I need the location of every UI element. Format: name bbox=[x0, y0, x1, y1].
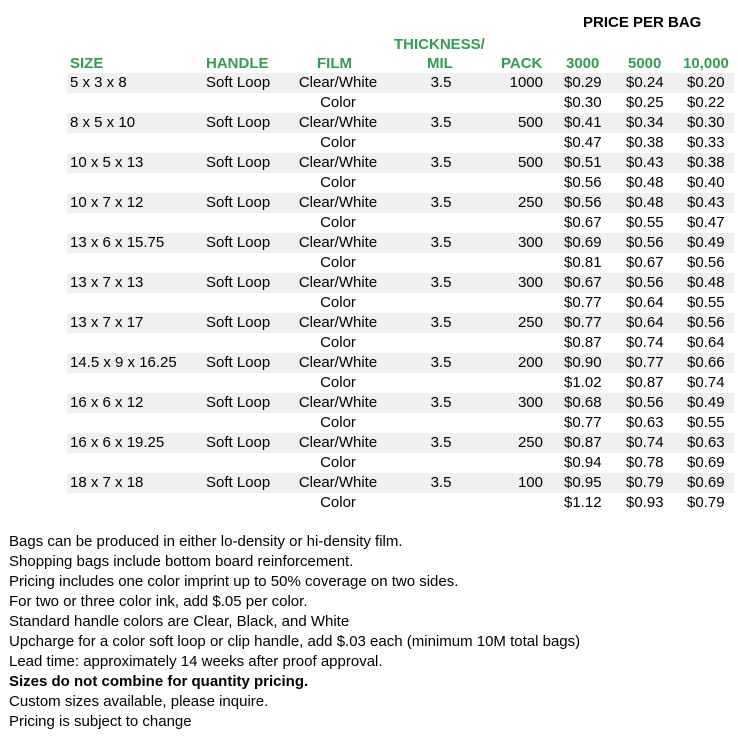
cell-thickness: 3.5 bbox=[430, 314, 452, 331]
cell-price-5000: $0.55 bbox=[626, 214, 664, 231]
header-qty-3000: 3000 bbox=[566, 55, 600, 72]
cell-size: 13 x 6 x 15.75 bbox=[70, 234, 165, 251]
cell-price-5000: $0.64 bbox=[626, 294, 664, 311]
cell-price-5000: $0.93 bbox=[626, 494, 664, 511]
cell-thickness: 3.5 bbox=[430, 194, 452, 211]
cell-film: Color bbox=[320, 214, 356, 231]
cell-film: Color bbox=[320, 174, 356, 191]
cell-thickness bbox=[421, 493, 461, 513]
cell-price-3000: $1.02 bbox=[564, 374, 602, 391]
table-row bbox=[67, 73, 734, 93]
cell-price-10000: $0.63 bbox=[687, 434, 725, 451]
cell-pack bbox=[487, 493, 543, 513]
cell-price-10000: $0.20 bbox=[687, 74, 725, 91]
table-row bbox=[67, 473, 734, 493]
notes-list bbox=[9, 532, 580, 732]
cell-handle: Soft Loop bbox=[206, 394, 271, 411]
cell-film: Clear/White bbox=[298, 394, 378, 411]
cell-price-5000: $0.78 bbox=[626, 454, 664, 471]
note-item: Pricing is subject to change bbox=[9, 713, 192, 730]
cell-thickness bbox=[421, 93, 461, 113]
cell-film: Color bbox=[320, 454, 356, 471]
cell-price-10000: $0.56 bbox=[687, 254, 725, 271]
note-item: Lead time: approximately 14 weeks after proof approval. bbox=[9, 653, 383, 670]
note-item: Bags can be produced in either lo-density or hi-density film. bbox=[9, 533, 403, 550]
cell-pack: 1000 bbox=[509, 74, 543, 91]
cell-price-10000: $0.38 bbox=[687, 154, 725, 171]
header-qty-5000: 5000 bbox=[628, 55, 662, 72]
cell-pack bbox=[487, 413, 543, 433]
cell-thickness bbox=[421, 413, 461, 433]
cell-handle: Soft Loop bbox=[206, 114, 271, 131]
cell-price-3000: $0.67 bbox=[564, 274, 602, 291]
cell-price-3000: $0.87 bbox=[564, 334, 602, 351]
cell-price-5000: $0.43 bbox=[626, 154, 664, 171]
cell-price-3000: $0.77 bbox=[564, 314, 602, 331]
cell-handle: Soft Loop bbox=[206, 354, 271, 371]
cell-size: 13 x 7 x 13 bbox=[70, 274, 144, 291]
cell-price-10000: $0.69 bbox=[687, 474, 725, 491]
cell-price-5000: $0.67 bbox=[626, 254, 664, 271]
table-row bbox=[67, 233, 734, 253]
cell-price-10000: $0.49 bbox=[687, 234, 725, 251]
cell-price-3000: $0.90 bbox=[564, 354, 602, 371]
cell-thickness bbox=[421, 293, 461, 313]
cell-film: Color bbox=[320, 94, 356, 111]
cell-price-5000: $0.48 bbox=[626, 174, 664, 191]
cell-thickness: 3.5 bbox=[430, 434, 452, 451]
cell-thickness: 3.5 bbox=[430, 394, 452, 411]
cell-price-10000: $0.33 bbox=[687, 134, 725, 151]
cell-film: Color bbox=[320, 374, 356, 391]
cell-price-3000: $0.47 bbox=[564, 134, 602, 151]
cell-film: Clear/White bbox=[298, 194, 378, 211]
price-per-bag-title: PRICE PER BAG bbox=[583, 14, 702, 31]
table-row bbox=[67, 93, 734, 113]
cell-pack: 500 bbox=[517, 114, 543, 131]
table-row bbox=[67, 253, 734, 273]
cell-pack bbox=[487, 213, 543, 233]
cell-price-3000: $0.94 bbox=[564, 454, 602, 471]
table-row bbox=[67, 173, 734, 193]
cell-film: Color bbox=[320, 494, 356, 511]
cell-price-10000: $0.49 bbox=[687, 394, 725, 411]
note-item: Shopping bags include bottom board reinforcement. bbox=[9, 553, 354, 570]
cell-handle: Soft Loop bbox=[206, 474, 271, 491]
note-item: Standard handle colors are Clear, Black, and White bbox=[9, 613, 350, 630]
cell-price-10000: $0.66 bbox=[687, 354, 725, 371]
cell-film: Color bbox=[320, 294, 356, 311]
cell-price-10000: $0.69 bbox=[687, 454, 725, 471]
cell-pack: 100 bbox=[517, 474, 543, 491]
cell-film: Color bbox=[320, 254, 356, 271]
cell-size: 16 x 6 x 12 bbox=[70, 394, 144, 411]
cell-handle: Soft Loop bbox=[206, 194, 271, 211]
table-row bbox=[67, 293, 734, 313]
cell-pack: 300 bbox=[517, 274, 543, 291]
cell-thickness bbox=[421, 253, 461, 273]
cell-pack: 300 bbox=[517, 394, 543, 411]
cell-price-3000: $0.77 bbox=[564, 294, 602, 311]
cell-handle: Soft Loop bbox=[206, 314, 271, 331]
cell-thickness: 3.5 bbox=[430, 354, 452, 371]
table-row bbox=[67, 413, 734, 433]
cell-price-10000: $0.47 bbox=[687, 214, 725, 231]
cell-film: Clear/White bbox=[298, 474, 378, 491]
cell-film: Color bbox=[320, 414, 356, 431]
cell-price-3000: $0.51 bbox=[564, 154, 602, 171]
header-pack: PACK bbox=[501, 55, 543, 72]
cell-size: 14.5 x 9 x 16.25 bbox=[70, 354, 177, 371]
cell-price-3000: $0.81 bbox=[564, 254, 602, 271]
cell-film: Clear/White bbox=[298, 74, 378, 91]
cell-film: Color bbox=[320, 334, 356, 351]
cell-thickness bbox=[421, 333, 461, 353]
cell-thickness: 3.5 bbox=[430, 154, 452, 171]
cell-thickness: 3.5 bbox=[430, 234, 452, 251]
table-row bbox=[67, 273, 734, 293]
cell-size: 8 x 5 x 10 bbox=[70, 114, 136, 131]
cell-thickness: 3.5 bbox=[430, 74, 452, 91]
cell-pack bbox=[487, 173, 543, 193]
cell-price-3000: $1.12 bbox=[564, 494, 602, 511]
cell-thickness bbox=[421, 373, 461, 393]
cell-pack bbox=[487, 133, 543, 153]
cell-size: 13 x 7 x 17 bbox=[70, 314, 144, 331]
cell-price-10000: $0.55 bbox=[687, 414, 725, 431]
cell-pack bbox=[487, 333, 543, 353]
cell-pack bbox=[487, 453, 543, 473]
cell-size: 5 x 3 x 8 bbox=[70, 74, 127, 91]
cell-price-5000: $0.79 bbox=[626, 474, 664, 491]
cell-price-10000: $0.55 bbox=[687, 294, 725, 311]
cell-price-5000: $0.48 bbox=[626, 194, 664, 211]
cell-thickness bbox=[421, 133, 461, 153]
table-row bbox=[67, 453, 734, 473]
cell-thickness: 3.5 bbox=[430, 114, 452, 131]
cell-price-10000: $0.56 bbox=[687, 314, 725, 331]
cell-price-3000: $0.67 bbox=[564, 214, 602, 231]
cell-price-10000: $0.43 bbox=[687, 194, 725, 211]
cell-price-5000: $0.38 bbox=[626, 134, 664, 151]
cell-price-3000: $0.69 bbox=[564, 234, 602, 251]
cell-film: Clear/White bbox=[298, 274, 378, 291]
cell-pack bbox=[487, 93, 543, 113]
cell-price-3000: $0.41 bbox=[564, 114, 602, 131]
cell-price-10000: $0.48 bbox=[687, 274, 725, 291]
cell-price-10000: $0.74 bbox=[687, 374, 725, 391]
cell-price-10000: $0.30 bbox=[687, 114, 725, 131]
table-row bbox=[67, 433, 734, 453]
header-size: SIZE bbox=[70, 55, 104, 72]
cell-handle: Soft Loop bbox=[206, 434, 271, 451]
cell-thickness bbox=[421, 213, 461, 233]
header-qty-10000: 10,000 bbox=[683, 55, 729, 72]
cell-price-10000: $0.22 bbox=[687, 94, 725, 111]
cell-film: Clear/White bbox=[298, 234, 378, 251]
cell-pack bbox=[487, 293, 543, 313]
cell-pack: 500 bbox=[517, 154, 543, 171]
cell-pack: 200 bbox=[517, 354, 543, 371]
cell-price-3000: $0.29 bbox=[564, 74, 602, 91]
table-row bbox=[67, 333, 734, 353]
cell-price-5000: $0.77 bbox=[626, 354, 664, 371]
cell-thickness: 3.5 bbox=[430, 474, 452, 491]
cell-price-10000: $0.40 bbox=[687, 174, 725, 191]
cell-size: 10 x 7 x 12 bbox=[70, 194, 144, 211]
cell-price-5000: $0.24 bbox=[626, 74, 664, 91]
cell-size: 10 x 5 x 13 bbox=[70, 154, 144, 171]
table-row bbox=[67, 213, 734, 233]
cell-handle: Soft Loop bbox=[206, 154, 271, 171]
header-handle: HANDLE bbox=[206, 55, 269, 72]
note-item: Pricing includes one color imprint up to 50% coverage on two sides. bbox=[9, 573, 459, 590]
cell-film: Clear/White bbox=[298, 434, 378, 451]
header-film: FILM bbox=[317, 55, 352, 72]
cell-price-5000: $0.34 bbox=[626, 114, 664, 131]
cell-film: Clear/White bbox=[298, 314, 378, 331]
header-thickness-line1: THICKNESS/ bbox=[394, 36, 485, 53]
cell-size: 18 x 7 x 18 bbox=[70, 474, 144, 491]
cell-thickness bbox=[421, 173, 461, 193]
cell-price-3000: $0.30 bbox=[564, 94, 602, 111]
note-item: For two or three color ink, add $.05 per color. bbox=[9, 593, 308, 610]
cell-price-3000: $0.56 bbox=[564, 194, 602, 211]
cell-film: Clear/White bbox=[298, 154, 378, 171]
cell-pack: 250 bbox=[517, 434, 543, 451]
cell-price-3000: $0.56 bbox=[564, 174, 602, 191]
cell-handle: Soft Loop bbox=[206, 234, 271, 251]
note-item: Upcharge for a color soft loop or clip handle, add $.03 each (minimum 10M total bags) bbox=[9, 633, 581, 650]
cell-price-3000: $0.95 bbox=[564, 474, 602, 491]
table-row bbox=[67, 373, 734, 393]
cell-thickness: 3.5 bbox=[430, 274, 452, 291]
cell-handle: Soft Loop bbox=[206, 274, 271, 291]
table-row bbox=[67, 113, 734, 133]
cell-price-3000: $0.87 bbox=[564, 434, 602, 451]
cell-price-5000: $0.64 bbox=[626, 314, 664, 331]
cell-price-5000: $0.74 bbox=[626, 434, 664, 451]
cell-pack bbox=[487, 253, 543, 273]
cell-price-3000: $0.77 bbox=[564, 414, 602, 431]
cell-handle: Soft Loop bbox=[206, 74, 271, 91]
note-item: Custom sizes available, please inquire. bbox=[9, 693, 269, 710]
cell-film: Clear/White bbox=[298, 114, 378, 131]
table-row bbox=[67, 133, 734, 153]
cell-price-5000: $0.87 bbox=[626, 374, 664, 391]
cell-price-10000: $0.79 bbox=[687, 494, 725, 511]
note-item-bold: Sizes do not combine for quantity pricing. bbox=[9, 673, 309, 690]
cell-pack bbox=[487, 373, 543, 393]
table-row bbox=[67, 313, 734, 333]
cell-price-5000: $0.56 bbox=[626, 234, 664, 251]
table-row bbox=[67, 393, 734, 413]
table-row bbox=[67, 353, 734, 373]
cell-size: 16 x 6 x 19.25 bbox=[70, 434, 165, 451]
header-thickness-line2: MIL bbox=[427, 55, 453, 72]
cell-price-3000: $0.68 bbox=[564, 394, 602, 411]
cell-price-5000: $0.56 bbox=[626, 394, 664, 411]
cell-price-5000: $0.63 bbox=[626, 414, 664, 431]
cell-pack: 300 bbox=[517, 234, 543, 251]
cell-price-10000: $0.64 bbox=[687, 334, 725, 351]
cell-thickness bbox=[421, 453, 461, 473]
cell-film: Clear/White bbox=[298, 354, 378, 371]
cell-price-5000: $0.74 bbox=[626, 334, 664, 351]
cell-price-5000: $0.25 bbox=[626, 94, 664, 111]
table-row bbox=[67, 153, 734, 173]
cell-pack: 250 bbox=[517, 314, 543, 331]
cell-pack: 250 bbox=[517, 194, 543, 211]
table-row bbox=[67, 493, 734, 513]
cell-price-5000: $0.56 bbox=[626, 274, 664, 291]
cell-film: Color bbox=[320, 134, 356, 151]
table-row bbox=[67, 193, 734, 213]
